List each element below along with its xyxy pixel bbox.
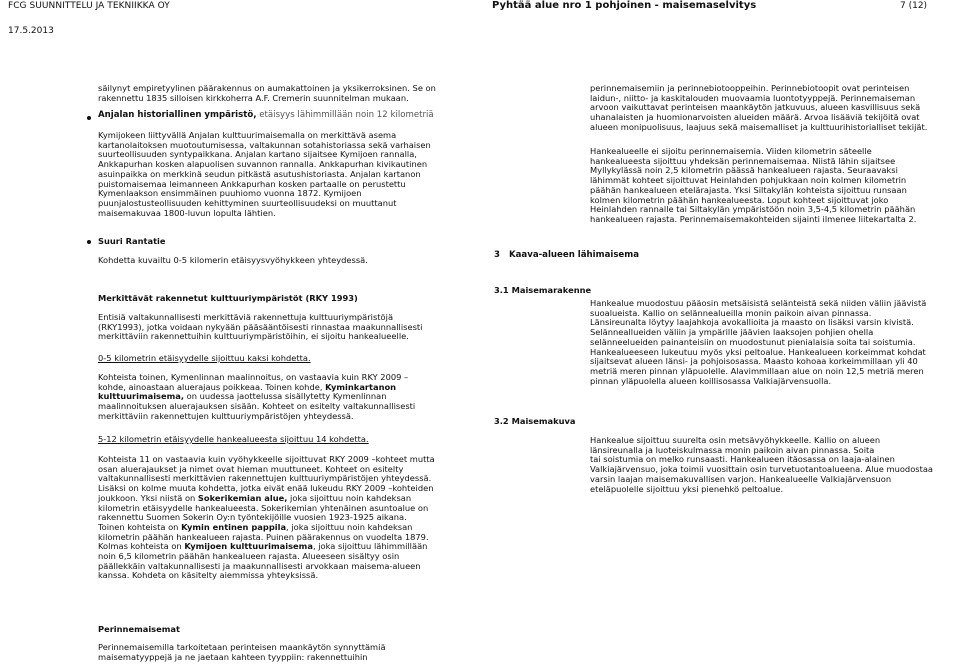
rky-paragraph <box>98 313 460 342</box>
maisemakuva-line: eteläpuolelle sijoittuu yksi pienehkö peltoalue. <box>590 483 784 494</box>
zone2-line: valtakunnallisesti merkittävien rakennettujen kulttuuriympäristöjen yhteydessä. <box>98 473 432 484</box>
hankealue-line: Hankealueelle ei sijoitu perinnemaisemia. Viiden kilometrin säteelle <box>590 146 872 156</box>
maisemakuva-line: tai soistumia on melko runsaasti. Hankealueen itäosassa on laaja-alainen <box>590 454 895 465</box>
hankealue-line: hankealueesta sijoittuu yhdeksän perinnemaisemaa. Niistä lähin sijaitsee <box>590 155 896 166</box>
bullet-icon <box>87 240 91 244</box>
perinne-continued-line: uhanalaisten ja huomionarvoisten alueiden määrä. Arvoa lisääviä tekijöitä ovat <box>590 112 920 123</box>
anjala-heading <box>98 111 460 121</box>
maisemakuva-line: varsin laajan maisemakuvallisen varjon. Hankealueelle Valkiajärvensuon <box>590 473 892 484</box>
maisemakuva-line: länsireunalla ja luoteiskulmassa monin paikoin aivan pinnassa. Soita <box>590 444 875 455</box>
kymijoki-name: Kymijoen kulttuurimaisema <box>184 541 313 552</box>
intro-line: rakennettu 1835 silloisen kirkkoherra A.F. Cremerin suunnitelman mukaan. <box>98 92 409 103</box>
kulttuurimaisema-name: kulttuurimaisema, <box>98 391 184 402</box>
anjala-line: suurteollisuuden syntypaikkana. Anjalan kartano sijaitsee Kymijoen rannalla, <box>98 149 417 160</box>
maisemarakenne-line: Länsireunalta löytyy laajahkoja avokallioita ja maasto on lisäksi varsin kivistä. <box>590 317 914 328</box>
zone2-line: kanssa. Kohdeta on käsitelty aiemmissa yhteyksissä. <box>98 570 319 581</box>
maisemakuva-paragraph <box>590 436 952 494</box>
section-3-1-heading: 3.1 Maisemarakenne <box>494 285 592 295</box>
zone2-heading: 5-12 kilometrin etäisyydelle hankealueesta sijoittuu 14 kohdetta. <box>98 434 369 444</box>
sokerikemia-name: Sokerikemian alue, <box>197 492 288 503</box>
maisemarakenne-line: sijaitsevat alueen länsi- ja pohjoisosassa. Maasto kohoaa korkeimmillaan yli 40 <box>590 356 918 367</box>
hankealue-line: päähän hankealueen etelärajasta. Yksi Siltakylän kohteista sijoittuu runsaan <box>590 184 907 195</box>
anjala-heading-distance: etäisyys lähimmillään noin 12 kilometriä <box>256 110 434 120</box>
header-organization: FCG SUUNNITTELU JA TEKNIIKKA OY <box>8 1 170 11</box>
zone2-line: päällekkäin valtakunnallisesti ja maakunnallisesti arvokkaan maisema-alueen <box>98 560 421 571</box>
anjala-paragraph <box>98 131 460 218</box>
maisemarakenne-line: Hankealue muodostuu pääosin metsäisistä selänteistä sekä niiden väliin jäävistä <box>590 298 927 308</box>
zone2-text: , joka sijoittuu noin kahdeksan <box>286 521 413 532</box>
anjala-line: Kymijokeen liittyvällä Anjalan kulttuurimaisemalla on merkittävä asema <box>98 130 397 140</box>
perinne-continued-line: laidun-, niitto- ja kaskitalouden muovaamia luontotyyppejä. Perinnemaiseman <box>590 92 916 103</box>
zone1-line: merkittäviin rakennettujen kulttuuriympäristöjen yhteydessä. <box>98 410 354 421</box>
zone1-line: Kohteista toinen, Kymenlinnan maalinnoitus, on vastaavia kuin RKY 2009 – <box>98 372 409 382</box>
perinne-line: maisematyyppejä ja ne jaetaan kahteen tyyppiin: rakennettuihin <box>98 651 368 662</box>
zone2-paragraph <box>98 455 460 581</box>
perinne-paragraph <box>98 643 460 662</box>
maisemarakenne-line: pinnan yläpuolella alueen koillisosassa Valkiajärvensuolla. <box>590 375 832 386</box>
anjala-line: Ankkapurhan kosken alapuolisen suvannon rannalla. Ankkapurhan kivikautinen <box>98 159 428 170</box>
hankealue-line: hankealueen rajasta. Perinnemaisemakohteiden sijainti ilmenee liitekartalta 2. <box>590 213 917 224</box>
anjala-line: Kymenlaakson ensimmäinen puuhiomo vuonna 1872. Kymijoen <box>98 188 362 199</box>
intro-paragraph <box>98 84 460 103</box>
zone2-text: joka sijoittuu noin kahdeksan <box>287 492 412 503</box>
zone1-line: maalinnoituksen aluerajauksen sisään. Kohteet on esitelty valtakunnallisesti <box>98 401 416 412</box>
maisemakuva-line: Hankealue sijoittuu suurelta osin metsävyöhykkeelle. Kallio on alueen <box>590 435 881 445</box>
rky-line: merkittäviin rakennettuihin kulttuuriympäristöihin, ei sijoitu hankealueelle. <box>98 331 409 342</box>
maisemarakenne-paragraph <box>590 299 952 386</box>
maisemarakenne-line: selänneelueiden painanteisiin on muodostunut pienialaisia soita tai soistumia. <box>590 336 916 347</box>
maisemarakenne-line: Hankealueeseen lukeutuu myös yksi peltoalue. Hankealueen korkeimmat kohdat <box>590 346 926 357</box>
anjala-line: kartanolaitoksen muotoutumisessa, valtakunnan sotahistoriassa sekä varhaisen <box>98 139 431 150</box>
maisemarakenne-line: suoalueista. Kallio on selännealueilla monin paikoin aivan pinnassa. <box>590 307 872 318</box>
hankealue-perinne-paragraph <box>590 147 952 225</box>
maisemarakenne-line: Selänneallueiden väliin ja ympärille jäävien laaksojen pohjien ohella <box>590 327 874 338</box>
section-3-2-heading: 3.2 Maisemakuva <box>494 416 576 426</box>
perinne-continued-line: arvoon vaikuttavat perinteisen maankäytön jatkuvuus, alueen kasvillisuus sekä <box>590 102 921 113</box>
perinne-heading: Perinnemaisemat <box>98 624 180 634</box>
hankealue-line: lähimmät kohteet sijoittuvat Heinlahden pohjukkaan noin kolmen kilometrin <box>590 175 907 186</box>
rky-heading: Merkittävät rakennetut kulttuuriympäristöt (RKY 1993) <box>98 293 358 303</box>
hankealue-line: kolmen kilometrin päähän hankealueesta. Loput kohteet sijoittuvat joko <box>590 194 889 205</box>
zone1-text: kohde, ainoastaan aluerajaus poikkeaa. Toinen kohde, <box>98 381 326 392</box>
anjala-line: asuinpaikka on merkkinä seudun pitkästä asutushistoriasta. Anjalan kartanon <box>98 168 421 179</box>
zone2-text: joukkoon. Yksi niistä on <box>98 492 198 503</box>
kyminkartano-name: Kyminkartanon <box>325 381 397 392</box>
header-date: 17.5.2013 <box>8 26 54 36</box>
hankealue-line: Heinlahden rannalle tai Siltakylän ympäristöön noin 3,5-4,5 kilometrin päähän <box>590 204 916 215</box>
rantatie-text: Kohdetta kuvailtu 0-5 kilomerin etäisyysvyöhykkeen yhteydessä. <box>98 255 368 265</box>
anjala-line: puunjalostusteollisuuden kehittyminen suurteollisuudeksi on muuttanut <box>98 197 397 208</box>
zone2-line: kilometrin päähän hankealueen rajasta. Puinen päärakennus on vuodelta 1879. <box>98 531 429 542</box>
intro-line: säilynyt empiretyylinen päärakennus on aumakattoinen ja yksikerroksinen. Se on <box>98 83 436 93</box>
rky-line: (RKY1993), jotka voidaan nykyään pääsääntöisesti rinnastaa maakunnallisesti <box>98 321 423 332</box>
zone2-line: noin 6,5 kilometrin päähän hankealueen rajasta. Alueeseen sisältyy osin <box>98 551 400 562</box>
maisemakuva-line: Valkiajärvensuo, joka toimii vuosittain osin turvetuotantoalueena. Alue muodostaa <box>590 464 934 475</box>
header-page-number: 7 (12) <box>900 1 928 11</box>
rky-line: Entisiä valtakunnallisesti merkittäviä rakennettuja kulttuuriympäristöjä <box>98 312 394 322</box>
zone2-text: , joka sijoittuu lähimmillään <box>312 541 428 552</box>
anjala-line: puistomaisemaa leimanneen Ankkapurhan kosken partaalle on perustettu <box>98 178 406 189</box>
kymin-pappila-name: Kymin entinen pappila <box>181 521 287 532</box>
zone2-line: kilometrin etäisyydelle hankealueesta. Sokerikemian yhtenäinen asuntoalue on <box>98 502 429 513</box>
anjala-heading-title: Anjalan historiallinen ympäristö, <box>98 110 257 120</box>
rantatie-heading: Suuri Rantatie <box>98 236 166 246</box>
perinne-line: Perinnemaisemilla tarkoitetaan perinteisen maankäytön synnyttämiä <box>98 642 386 652</box>
page-header <box>0 0 960 40</box>
zone1-text: on uudessa jaottelussa sisällytetty Kymenlinnan <box>184 391 387 402</box>
perinne-continued-line: alueen monipuolisuus, laajuus sekä maisemalliset ja kulttuurihistorialliset tekijät. <box>590 121 928 132</box>
zone2-line: Lisäksi on kolme muuta kohdetta, jotka eivät enää lukeudu RKY 2009 –kohteiden <box>98 483 434 494</box>
section-3-heading: 3 Kaava-alueen lähimaisema <box>494 250 640 260</box>
header-title: Pyhtää alue nro 1 pohjoinen - maisemaselvitys <box>492 0 757 11</box>
perinne-continued-line: perinnemaisemiin ja perinnebiotooppeihin. Perinnebiotoopit ovat perinteisen <box>590 83 910 93</box>
zone2-line: rakennettu Suomen Sokerin Oy:n työntekijöille vuosien 1923-1925 aikana. <box>98 512 407 523</box>
maisemarakenne-line: metriä meren pinnan yläpuolelle. Alavimmillaan alue on noin 12,5 metriä meren <box>590 365 924 376</box>
hankealue-line: Myllykylässä noin 2,5 kilometrin päässä hankealueen rajasta. Seuraavaksi <box>590 165 898 176</box>
zone2-text: Toinen kohteista on <box>98 521 182 532</box>
bullet-icon <box>87 116 91 120</box>
zone1-heading: 0-5 kilometrin etäisyydelle sijoittuu kaksi kohdetta. <box>98 353 311 363</box>
zone2-line: Kohteista 11 on vastaavia kuin vyöhykkeelle sijoittuvat RKY 2009 –kohteet mutta <box>98 454 435 464</box>
perinne-continued-paragraph <box>590 84 952 133</box>
anjala-line: maisemakuvaa 1800-luvun lopulta lähtien. <box>98 207 276 218</box>
zone2-line: osan aluerajaukset ja nimet ovat hieman muuttuneet. Kohteet on esitelty <box>98 463 404 474</box>
zone2-text: Kolmas kohteista on <box>98 541 185 552</box>
zone1-paragraph <box>98 373 460 422</box>
